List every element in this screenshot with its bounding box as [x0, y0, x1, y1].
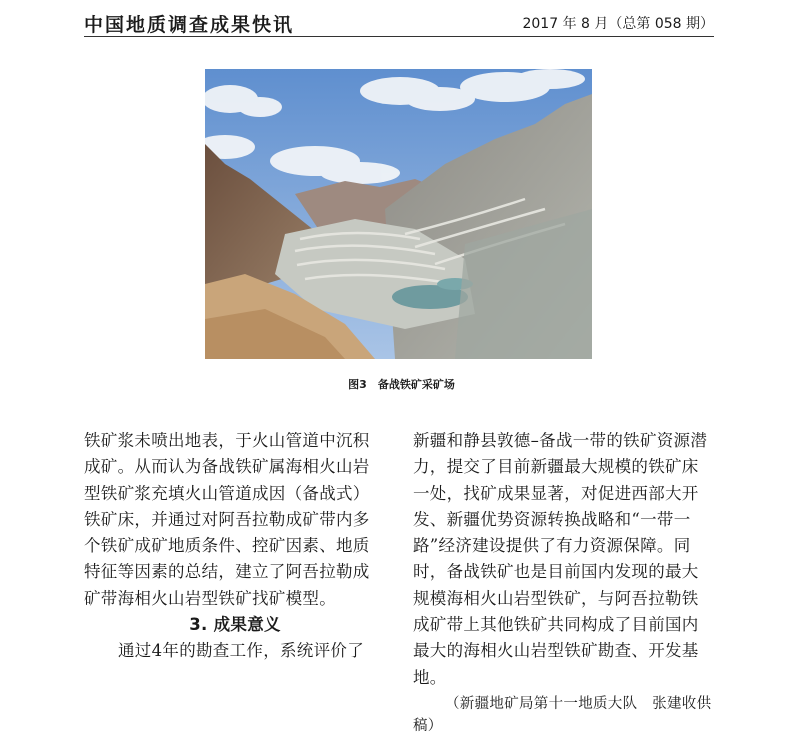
- mine-photo: [205, 69, 592, 359]
- figure-caption: 图3 备战铁矿采矿场: [348, 378, 455, 391]
- source-credit: （新疆地矿局第十一地质大队 张建收供稿）: [413, 695, 712, 734]
- right-paragraph: 新疆和静县敦德–备战一带的铁矿资源潜力，提交了目前新疆最大规模的铁矿床一处，找矿成果显著，对促进西部大开发、新疆优势资源转换战略和“一带一路”经济建设提供了有力资源保障。同时，备战铁矿也是目前国内发现的最大规模海相火山岩型铁矿，与阿吾拉勒铁成矿带上其他铁矿共同构成了目前国内最大的海相火山岩型铁矿勘查、开发基地。: [413, 431, 708, 687]
- right-column: [413, 428, 715, 737]
- left-column: [84, 428, 386, 665]
- page-header: [84, 8, 714, 37]
- journal-title: 中国地质调查成果快讯: [84, 14, 295, 36]
- left-paragraph: 铁矿浆未喷出地表，于火山管道中沉积成矿。从而认为备战铁矿属海相火山岩型铁矿浆充填火山管道成因（备战式）铁矿床，并通过对阿吾拉勒成矿带内多个铁矿成矿地质条件、控矿因素、地质特征等因素的总结，建立了阿吾拉勒成矿带海相火山岩型铁矿找矿模型。: [84, 431, 370, 608]
- issue-info: 2017 年 8 月（总第 058 期）: [522, 16, 714, 32]
- left-paragraph-2: 通过4年的勘查工作，系统评价了: [118, 641, 364, 661]
- section-heading: 3. 成果意义: [189, 615, 281, 635]
